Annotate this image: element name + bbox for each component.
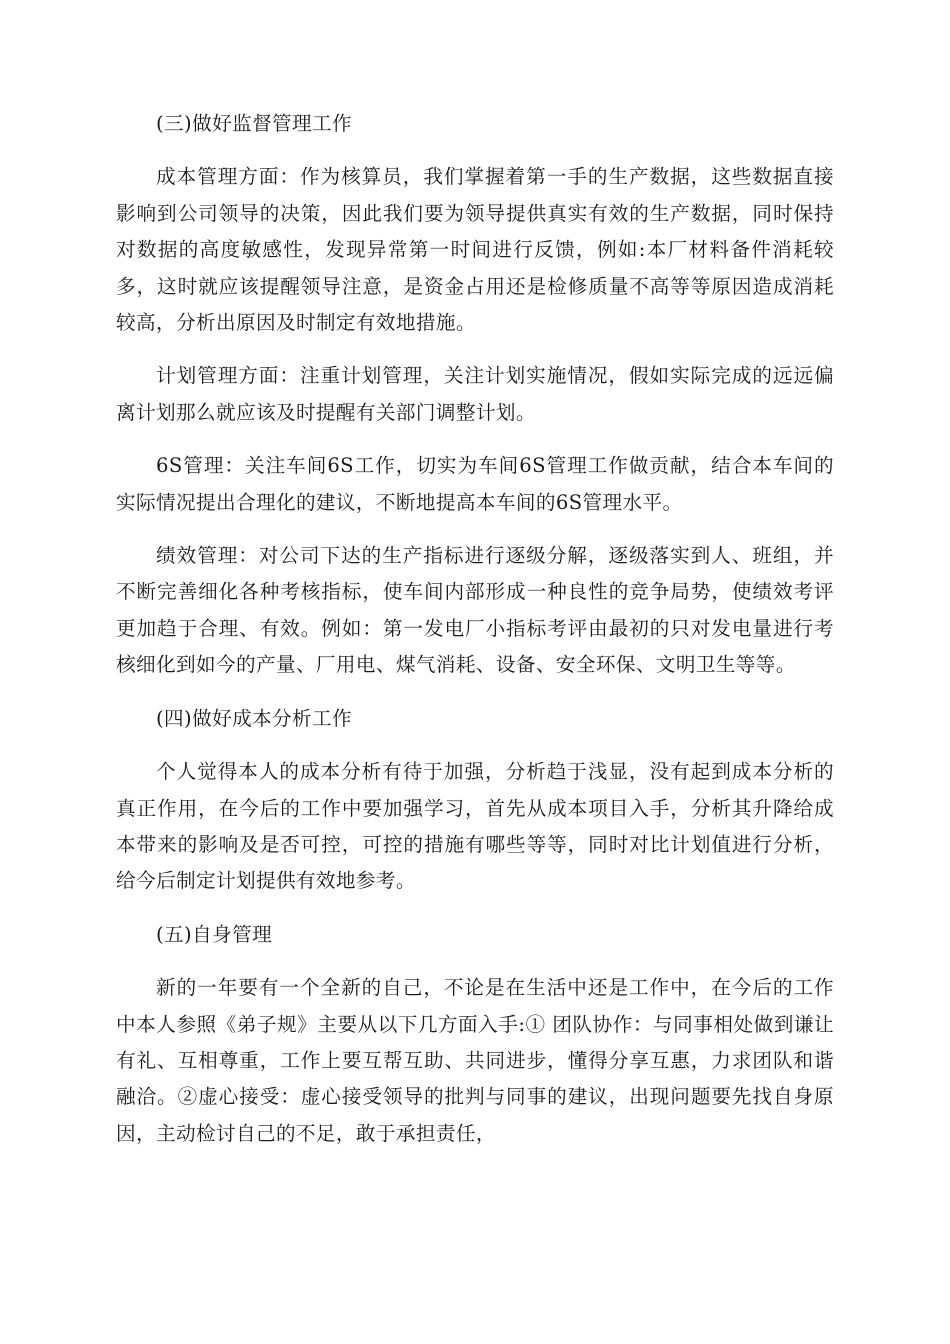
paragraph-cost-management: 成本管理方面：作为核算员，我们掌握着第一手的生产数据，这些数据直接影响到公司领导的决策，因此我们要为领导提供真实有效的生产数据，同时保持对数据的高度敏感性，发现异常第一时间进行反馈，例如:本厂材料备件消耗较多，这时就应该提醒领导注意，是资金占用还是检修质量不高等等原因造成消耗较高，分析出原因及时制定有效地措施。 [116, 165, 834, 335]
section-heading-4: (四)做好成本分析工作 [156, 706, 353, 730]
paragraph-self-management: 新的一年要有一个全新的自己，不论是在生活中还是工作中，在今后的工作中本人参照《弟子规》主要从以下几方面入手:① 团队协作：与同事相处做到谦让有礼、互相尊重，工作上要互帮互助、共同进步，懂得分享互惠，力求团队和谐融洽。②虚心接受：虚心接受领导的批判与同事的建议，出现问题要先找自身原因，主动检讨自己的不足，敢于承担责任， [116, 976, 834, 1145]
paragraph-plan-management: 计划管理方面：注重计划管理，关注计划实施情况，假如实际完成的远远偏离计划那么就应该及时提醒有关部门调整计划。 [116, 364, 834, 424]
document-body [116, 106, 834, 1169]
paragraph-6s-management: 6S管理：关注车间6S工作，切实为车间6S管理工作做贡献，结合本车间的实际情况提出合理化的建议，不断地提高本车间的6S管理水平。 [116, 454, 834, 514]
section-heading-5: (五)自身管理 [156, 922, 273, 946]
section-heading-3: (三)做好监督管理工作 [156, 112, 353, 135]
paragraph-cost-analysis: 个人觉得本人的成本分析有待于加强，分析趋于浅显，没有起到成本分析的真正作用，在今后的工作中要加强学习，首先从成本项目入手，分析其升降给成本带来的影响及是否可控，可控的措施有哪些等等，同时对比计划值进行分析，给今后制定计划提供有效地参考。 [116, 760, 834, 893]
paragraph-performance-management: 绩效管理：对公司下达的生产指标进行逐级分解，逐级落实到人、班组，并不断完善细化各种考核指标，使车间内部形成一种良性的竞争局势，使绩效考评更加趋于合理、有效。例如：第一发电厂小指标考评由最初的只对发电量进行考核细化到如今的产量、厂用电、煤气消耗、设备、安全环保、文明卫生等等。 [116, 544, 834, 677]
